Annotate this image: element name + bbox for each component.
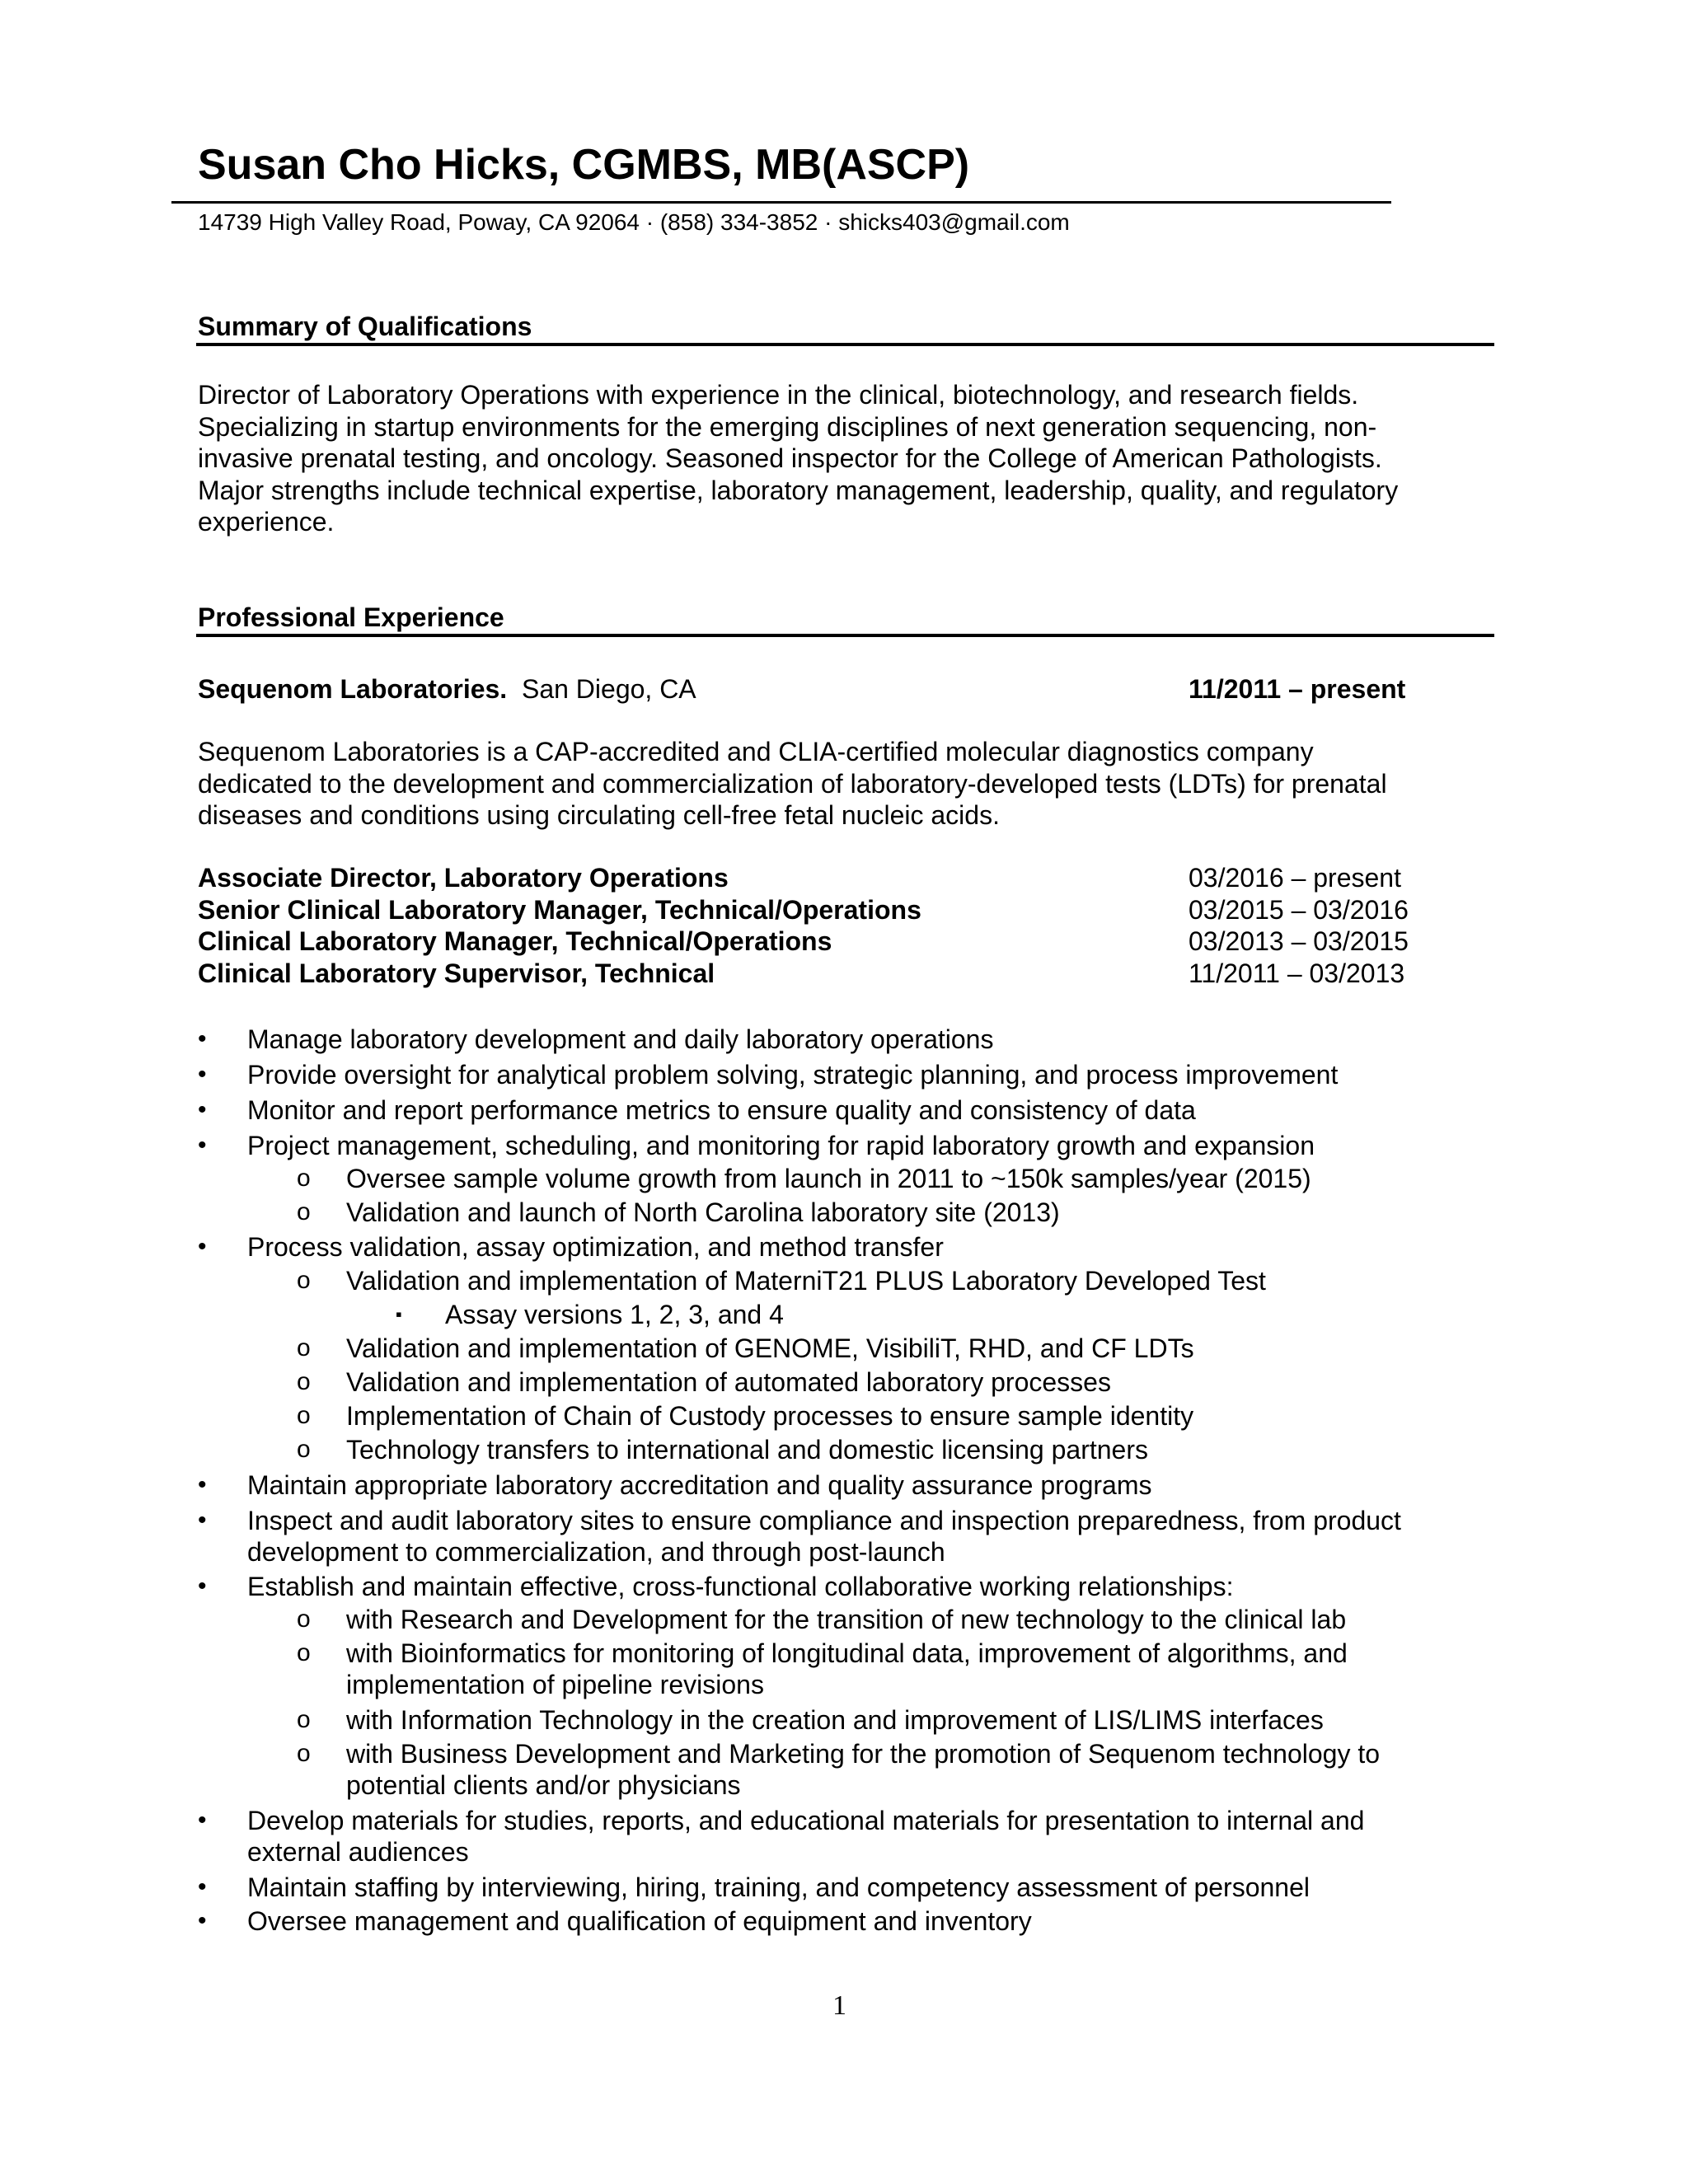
role-title: Senior Clinical Laboratory Manager, Technical/Operations (198, 894, 921, 925)
list-item-text: Oversee sample volume growth from launch in 2011 to ~150k samples/year (2015) (346, 1164, 1311, 1193)
company-dates: 11/2011 – present (1189, 674, 1406, 704)
summary-line: invasive prenatal testing, and oncology. Seasoned inspector for the College of American Pathologists. (198, 443, 1382, 474)
list-item-text: with Bioinformatics for monitoring of longitudinal data, improvement of algorithms, and (346, 1638, 1348, 1668)
list-item-text: Assay versions 1, 2, 3, and 4 (445, 1300, 784, 1329)
circle-marker: o (297, 1639, 311, 1666)
circle-marker: o (297, 1334, 311, 1361)
list-item-text: external audiences (247, 1837, 469, 1867)
list-item-text: Manage laboratory development and daily laboratory operations (247, 1024, 994, 1054)
circle-marker: o (297, 1368, 311, 1395)
list-item-text: Monitor and report performance metrics to ensure quality and consistency of data (247, 1095, 1196, 1125)
description-line: dedicated to the development and commercialization of laboratory-developed tests (LDTs) for prenatal (198, 768, 1387, 799)
role-dates: 11/2011 – 03/2013 (1189, 958, 1405, 988)
summary-rule (196, 343, 1494, 346)
company-description (198, 736, 1500, 832)
page-number: 1 (832, 1990, 846, 2021)
summary-paragraph (198, 379, 1500, 538)
role-dates: 03/2013 – 03/2015 (1189, 926, 1409, 956)
square-marker: ▪ (396, 1304, 402, 1324)
bullet-marker: • (198, 1233, 207, 1260)
list-item-text: Validation and implementation of GENOME, VisibiliT, RHD, and CF LDTs (346, 1333, 1194, 1363)
list-item-text: Provide oversight for analytical problem solving, strategic planning, and process improvement (247, 1060, 1339, 1090)
name-underline (171, 201, 1391, 204)
list-item-text: Inspect and audit laboratory sites to ensure compliance and inspection preparedness, from product (247, 1506, 1401, 1535)
bullet-marker: • (198, 1907, 207, 1934)
contact-line: 14739 High Valley Road, Poway, CA 92064 · (858) 334-3852 · shicks403@gmail.com (198, 209, 1070, 235)
circle-marker: o (297, 1436, 311, 1463)
circle-marker: o (297, 1267, 311, 1294)
bullet-marker: • (198, 1061, 207, 1088)
candidate-name: Susan Cho Hicks, CGMBS, MB(ASCP) (198, 141, 970, 189)
list-item-text: Establish and maintain effective, cross-functional collaborative working relationships: (247, 1572, 1234, 1601)
list-item-text: with Business Development and Marketing for the promotion of Sequenom technology to (346, 1739, 1381, 1769)
list-item-text: Maintain staffing by interviewing, hiring, training, and competency assessment of personnel (247, 1872, 1310, 1902)
company-name: Sequenom Laboratories. (198, 674, 508, 704)
bullet-marker: • (198, 1132, 207, 1159)
bullet-marker: • (198, 1807, 207, 1834)
circle-marker: o (297, 1402, 311, 1429)
role-title: Associate Director, Laboratory Operations (198, 863, 729, 893)
circle-marker: o (297, 1706, 311, 1733)
list-item-text: potential clients and/or physicians (346, 1770, 741, 1800)
company-line (198, 671, 696, 707)
circle-marker: o (297, 1165, 311, 1192)
circle-marker: o (297, 1605, 311, 1633)
role-title: Clinical Laboratory Supervisor, Technical (198, 958, 715, 988)
description-line: diseases and conditions using circulating cell-free fetal nucleic acids. (198, 800, 1000, 831)
list-item-text: implementation of pipeline revisions (346, 1670, 764, 1699)
list-item-text: Oversee management and qualification of equipment and inventory (247, 1906, 1032, 1936)
description-line: Sequenom Laboratories is a CAP-accredited and CLIA-certified molecular diagnostics company (198, 737, 1314, 766)
list-item-text: with Research and Development for the transition of new technology to the clinical lab (346, 1605, 1347, 1634)
summary-line: experience. (198, 507, 335, 537)
summary-line: Specializing in startup environments for the emerging disciplines of next generation sequencing, non- (198, 411, 1377, 442)
experience-heading: Professional Experience (198, 602, 504, 632)
bullet-marker: • (198, 1507, 207, 1534)
list-item-text: Implementation of Chain of Custody processes to ensure sample identity (346, 1401, 1194, 1431)
bullet-marker: • (198, 1025, 207, 1052)
experience-rule (196, 634, 1494, 637)
list-item-text: Develop materials for studies, reports, and educational materials for presentation to internal and (247, 1806, 1365, 1835)
list-item-text: Validation and implementation of MaterniT21 PLUS Laboratory Developed Test (346, 1266, 1266, 1296)
role-title: Clinical Laboratory Manager, Technical/Operations (198, 926, 832, 956)
bullet-marker: • (198, 1572, 207, 1600)
list-item-text: with Information Technology in the creation and improvement of LIS/LIMS interfaces (346, 1705, 1324, 1735)
circle-marker: o (297, 1198, 311, 1226)
role-dates: 03/2016 – present (1189, 863, 1401, 893)
summary-line: Director of Laboratory Operations with experience in the clinical, biotechnology, and research fields. (198, 380, 1359, 410)
list-item-text: development to commercialization, and through post-launch (247, 1537, 945, 1567)
list-item-text: Validation and implementation of automated laboratory processes (346, 1367, 1111, 1397)
summary-line: Major strengths include technical expertise, laboratory management, leadership, quality, and regulatory (198, 475, 1399, 505)
company-location: San Diego, CA (521, 674, 696, 704)
bullet-marker: • (198, 1471, 207, 1498)
bullet-marker: • (198, 1096, 207, 1123)
list-item-text: Process validation, assay optimization, and method transfer (247, 1232, 944, 1262)
list-item-text: Project management, scheduling, and monitoring for rapid laboratory growth and expansion (247, 1131, 1315, 1160)
bullet-marker: • (198, 1873, 207, 1900)
list-item-text: Validation and launch of North Carolina laboratory site (2013) (346, 1197, 1060, 1227)
summary-heading: Summary of Qualifications (198, 312, 532, 341)
circle-marker: o (297, 1740, 311, 1767)
list-item-text: Maintain appropriate laboratory accreditation and quality assurance programs (247, 1470, 1152, 1500)
role-dates: 03/2015 – 03/2016 (1189, 894, 1409, 925)
list-item-text: Technology transfers to international and domestic licensing partners (346, 1435, 1148, 1465)
